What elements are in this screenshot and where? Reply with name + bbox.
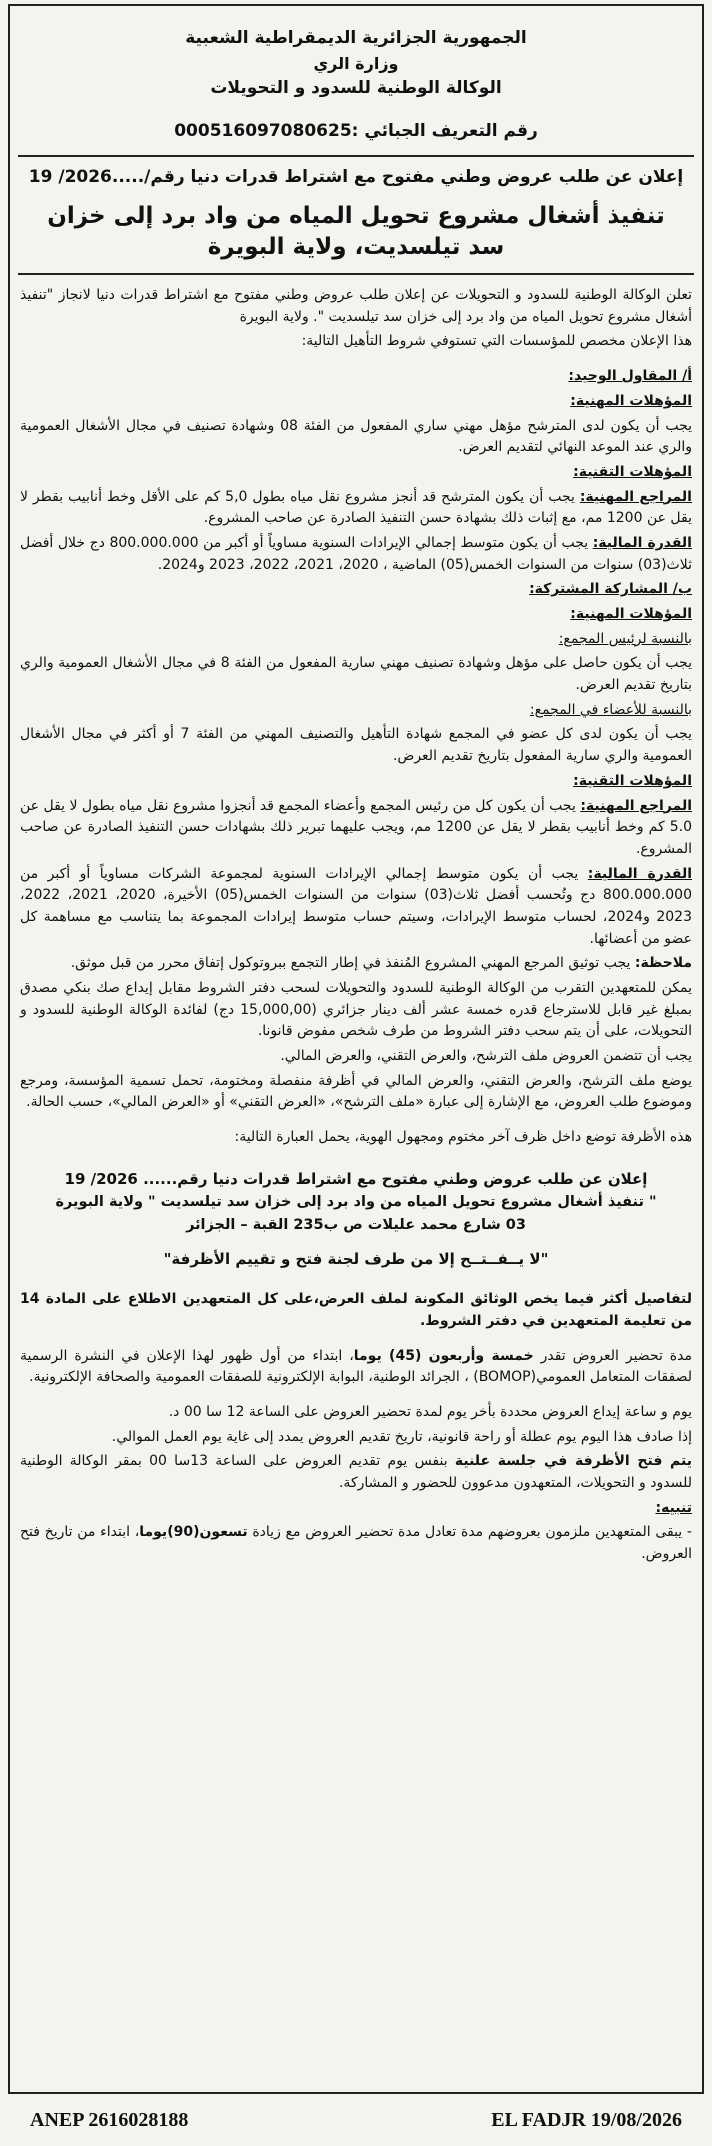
notice-body [14, 275, 698, 1566]
warning-text-a: - يبقى المتعهدين ملزمون بعروضهم مدة تعادل مدة تحضير العروض مع زيادة [247, 1524, 692, 1541]
warning-days: تسعون(90)يوما [139, 1524, 248, 1541]
opening-paragraph [20, 1451, 692, 1494]
anep-reference: ANEP 2616028188 [30, 2108, 189, 2131]
envelopes-paragraph: يوضع ملف الترشح، والعرض التقني، والعرض المالي في أظرفة منفصلة ومختومة، تحمل تسمية المؤسسة، ومرجع وموضوع طلب العروض، مع الإشارة إلى عبارة «ملف الترشح»، «العرض التقني» أو «العرض المالي»، حسب الحالة. [20, 1072, 692, 1111]
agency-name: الوكالة الوطنية للسدود و التحويلات [210, 77, 502, 98]
references-label: المراجع المهنية: [579, 488, 692, 505]
contents-paragraph: يجب أن تتضمن العروض ملف الترشح، والعرض التقني، والعرض المالي. [280, 1048, 692, 1065]
references-text: يجب أن يكون المترشح قد أنجز مشروع نقل مياه بطول 5,0 كم على الأقل وخط أنابيب بقطر لا يقل عن 1200 مم، مع إثبات ذلك بشهادة حسن التنفيذ الصادرة عن صاحب المشروع. [20, 488, 692, 527]
duration-days: خمسة وأربعون (45) يوما [353, 1347, 534, 1364]
intro-paragraph: تعلن الوكالة الوطنية للسدود و التحويلات عن إعلان طلب عروض وطني مفتوح مع اشتراط قدرات دنيا لانجاز "تنفيذ أشغال مشروع تحويل المياه من واد برد إلى خزان سد تيلسديت ". ولاية البويرة [20, 287, 692, 325]
professional-qualifications-heading: المؤهلات المهنية: [570, 392, 692, 409]
deadline-paragraph: يوم و ساعة إيداع العروض محددة بأخر يوم لمدة تحضير العروض على الساعة 12 سا 00 د. [168, 1403, 692, 1420]
joint-references [20, 796, 692, 861]
group-leader-heading: بالنسبة لرئيس المجمع: [558, 630, 692, 647]
note [20, 953, 692, 975]
professional-references [20, 487, 692, 530]
group-members-text: يجب أن يكون لدى كل عضو في المجمع شهادة التأهيل والتصنيف المهني من الفئة 7 أو أكثر في مجال الأشغال العمومية والري سارية المفعول بتاريخ تقديم العرض. [20, 726, 692, 765]
fiscal-id: رقم التعريف الجبائي :000516097080625 [174, 121, 538, 141]
professional-qualifications-text: يجب أن يكون لدى المترشح مؤهل مهني ساري المفعول من الفئة 08 وشهادة تصنيف في مجال الأشغال العمومية والري عند الموعد النهائي لتقديم العرض. [20, 417, 693, 456]
joint-financial [20, 864, 692, 951]
technical-qualifications-heading: المؤهلات التقنية: [573, 463, 692, 480]
financial-capacity [20, 533, 692, 576]
newspaper-date: EL FADJR 19/08/2026 [491, 2108, 682, 2131]
joint-references-text: يجب أن يكون كل من رئيس المجمع وأعضاء المجمع قد أنجزوا مشروع نقل مياه بطول لا يقل عن 5.0 كم وخط أنابيب بقطر لا يقل عن 1200 مم، ويجب عليهما تبرير ذلك بشهادات حسن التنفيذ الصادرة عن صاحب المشروع. [20, 797, 692, 857]
joint-financial-text: يجب أن يكون متوسط إجمالي الإيرادات السنوية لمجموعة الشركات مساوياً أو أكبر من 800.000.000 دج وتُحسب أفضل ثلاث(03) سنوات من السنوات الخمس(05) الأخيرة، 2020، 2021، 2022، 2023 و2024، لحساب متوسط الإيرادات، وسيتم حساب متوسط إيرادات المجموعة بما يتناسب مع مساهمة كل عضو من أعضائها. [20, 865, 692, 947]
warning-paragraph [20, 1522, 692, 1565]
joint-technical-heading: المؤهلات التقنية: [573, 772, 692, 789]
joint-financial-label: القدرة المالية: [587, 865, 693, 882]
ministry-name: وزارة الري [313, 53, 399, 73]
holiday-paragraph: إذا صادف هذا اليوم يوم عطلة أو راحة قانونية، تاريخ تقديم العروض يمدد إلى غاية يوم العمل الموالي. [111, 1428, 692, 1445]
notice-footer [30, 2102, 682, 2138]
warning-text-c: ، ابتداء من تاريخ فتح العروض. [20, 1524, 692, 1563]
republic-name: الجمهورية الجزائرية الديمقراطية الشعبية [185, 28, 527, 48]
notice-header [14, 26, 698, 101]
note-text: يجب توثيق المرجع المهني المشروع المُنفذ في إطار التجمع ببروتوكول إتفاق محرر من قبل موثق. [70, 955, 631, 972]
duration-text-c: ، ابتداء من أول ظهور لهذا الإعلان في النشرة الرسمية لصفقات المتعامل العمومي(BOMOP) ، الجرائد الوطنية، البوابة الإلكترونية للصفقات العمومية والصحافة الإلكترونية. [20, 1347, 692, 1386]
details-paragraph: لتفاصيل أكثر فيما يخص الوثائق المكونة لملف العرض،على كل المتعهدين الاطلاع على المادة 14 من تعليمة المتعهدين في دفتر الشروط. [20, 1291, 692, 1329]
envelope-line-3: 03 شارع محمد عليلات ص ب235 القبة – الجزائر [186, 1217, 526, 1234]
envelope-line-2: " تنفيذ أشغال مشروع تحويل المياه من واد برد إلى خزان سد تيلسديت " ولاية البويرة [55, 1193, 657, 1210]
duration-text-a: مدة تحضير العروض تقدر [533, 1347, 692, 1364]
joint-references-label: المراجع المهنية: [580, 797, 693, 814]
group-members-heading: بالنسبة للأعضاء في المجمع: [529, 701, 692, 718]
notice-title: إعلان عن طلب عروض وطني مفتوح مع اشتراط قدرات دنيا رقم/.....2026/ 19 [28, 167, 684, 187]
withdraw-paragraph: يمكن للمتعهدين التقرب من الوكالة الوطنية للسدود والتحويلات لسحب دفتر الشروط مقابل إيداع صك بنكي مصدق بمبلغ غير قابل للاسترجاع قدره خمسة عشر ألف دينار جزائري (15,000,00 دج) لفائدة الوكالة الوطنية للسدود و التحويلات، على أن يتم سحب دفتر الشروط من طرف شخص مفوض قانونا. [20, 980, 692, 1040]
duration-paragraph [20, 1346, 692, 1389]
section-single-contractor: أ/ المقاول الوحيد: [568, 368, 692, 385]
envelope-line-1: إعلان عن طلب عروض وطني مفتوح مع اشتراط قدرات دنيا رقم...... 2026/ 19 [64, 1169, 648, 1188]
warning-label: تنبيه: [655, 1499, 692, 1516]
opening-label: يتم فتح الأظرفة في جلسة علنية [454, 1453, 692, 1470]
outer-envelope-paragraph: هذه الأظرفة توضع داخل ظرف آخر مختوم ومجهول الهوية، يحمل العبارة التالية: [234, 1129, 692, 1146]
section-joint-participation: ب/ المشاركة المشتركة: [529, 581, 692, 598]
note-label: ملاحظة: [634, 955, 692, 972]
project-title: تنفيذ أشغال مشروع تحويل المياه من واد برد إلى خزان سد تيلسديت، ولاية البويرة [47, 203, 665, 261]
opening-text: بنفس يوم تقديم العروض على الساعة 13سا 00 بمقر الوكالة الوطنية للسدود و التحويلات، المتعهدون مدعوون للحضور و المشاركة. [20, 1453, 692, 1492]
envelope-line-4: "لا يــفــتــح إلا من طرف لجنة فتح و تقييم الأظرفة" [163, 1250, 549, 1269]
financial-label: القدرة المالية: [592, 534, 692, 551]
joint-professional-heading: المؤهلات المهنية: [570, 606, 692, 623]
envelope-inscription [20, 1167, 692, 1271]
title-box [18, 155, 694, 275]
financial-text: يجب أن يكون متوسط إجمالي الإيرادات السنوية مساوياً أو أكبر من 800.000.000 دج خلال أفضل ثلاث(03) سنوات من السنوات الخمس(05) الماضية ، 2020، 2021، 2022، 2023 و2024. [20, 534, 692, 573]
group-leader-text: يجب أن يكون حاصل على مؤهل وشهادة تصنيف مهني سارية المفعول من الفئة 8 في مجال الأشغال العمومية والري بتاريخ تقديم العرض. [20, 655, 692, 694]
intro-qualifications: هذا الإعلان مخصص للمؤسسات التي تستوفي شروط التأهيل التالية: [301, 333, 692, 350]
